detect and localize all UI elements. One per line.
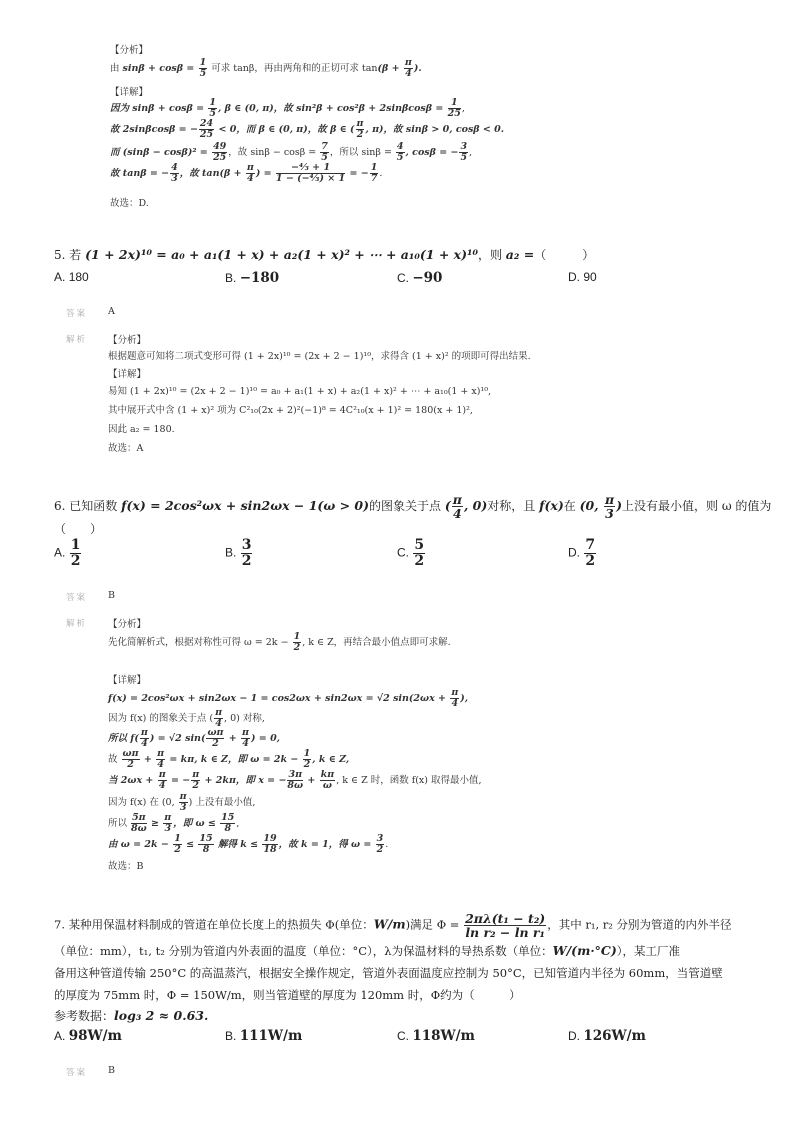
- q7-option-c: C. 118W/m: [397, 1028, 475, 1044]
- q6-detail-line-5: 当 2ωx + $\frac{\pi}{4}$ = − $\frac{\pi}{2}$ + 2kπ，即 x = − $\frac{3\pi}{8\omega}$ + $\frac{k\pi}{\omega}$ , k ∈ Z 时，函数 f(x) 取得最小值,: [108, 769, 482, 791]
- q5-analysis-tag: 【分析】: [108, 335, 147, 346]
- q5-detail-line-3: 因此 a₂ = 180.: [108, 424, 175, 435]
- q4-detail-line-1: 因为 sinβ + cosβ = $\frac{1}{5}$ , β ∈ (0, π)，故 sin²β + cos²β + 2sinβcosβ = $\frac{1}{25}$ ,: [110, 97, 465, 119]
- q5-analysis-label: 解析: [66, 334, 88, 344]
- q5-detail-tag: 【详解】: [108, 369, 147, 380]
- q6-detail-line-8: 由 ω = 2k − $\frac{1}{2}$ ≤ $\frac{15}{8}$ 解得 k ≤ $\frac{19}{18}$ ，故 k = 1，得 ω = $\frac{3}{2}$ .: [108, 833, 389, 855]
- q6-detail-line-3: 所以 f( $\frac{\pi}{4}$ ) = √2 sin( $\frac{\omega\pi}{2}$ + $\frac{\pi}{4}$ ) = 0,: [108, 727, 280, 749]
- q5-option-a: A. 180: [54, 270, 89, 284]
- q6-option-a: A. $\frac{1}{2}$: [54, 537, 81, 569]
- q5-option-b: B. −180: [225, 270, 280, 286]
- q4-detail-line-2: 故 2sinβcosβ = − $\frac{24}{25}$ < 0，而 β ∈ (0, π)，故 β ∈ ( $\frac{\pi}{2}$ , π)，故 sinβ > 0, cosβ < 0.: [110, 118, 505, 140]
- q7-answer: B: [108, 1065, 115, 1076]
- q7-stem-line-1: 7. 某种用保温材料制成的管道在单位长度上的热损失 Φ(单位：W/m)满足 Φ = $\frac{\text{2πλ(t₁ − t₂)}}{\text{ln r₂ − ln r₁}}$ ，其中 r₁, r₂ 分别为管道的内外半径: [54, 911, 732, 941]
- q6-analysis-tag: 【分析】: [108, 619, 147, 630]
- q6-detail-line-7: 所以 $\frac{5\pi}{8\omega}$ ≥ $\frac{\pi}{3}$ ，即 ω ≤ $\frac{15}{8}$ ,: [108, 812, 240, 834]
- q6-paren: （ ）: [54, 522, 103, 536]
- q4-analysis-line: 由 sinβ + cosβ = $\frac{1}{5}$ 可求 tanβ，再由两角和的正切可求 tan(β + $\frac{\pi}{4}$ ).: [110, 57, 422, 79]
- q6-answer: B: [108, 590, 115, 601]
- q6-conclusion: 故选：B: [108, 861, 144, 872]
- q5-answer-label: 答案: [66, 308, 88, 318]
- q4-detail-line-3: 而 (sinβ − cosβ)² = $\frac{49}{25}$ ，故 sinβ − cosβ = $\frac{7}{5}$ ，所以 sinβ = $\frac{4}{5}$ , cosβ = − $\frac{3}{5}$ ,: [110, 141, 473, 163]
- q6-detail-line-6: 因为 f(x) 在 (0, $\frac{\pi}{3}$ ) 上没有最小值,: [108, 791, 256, 813]
- q5-answer: A: [108, 306, 115, 317]
- q4-conclusion: 故选：D.: [110, 198, 149, 209]
- q6-detail-line-4: 故 $\frac{\omega\pi}{2}$ + $\frac{\pi}{4}$ = kπ, k ∈ Z，即 ω = 2k − $\frac{1}{2}$ , k ∈ Z,: [108, 748, 350, 770]
- q5-conclusion: 故选：A: [108, 443, 144, 454]
- q6-detail-line-2: 因为 f(x) 的图象关于点 ( $\frac{\pi}{4}$ , 0) 对称,: [108, 707, 265, 729]
- q6-detail-line-1: f(x) = 2cos²ωx + sin2ωx − 1 = cos2ωx + sin2ωx = √2 sin(2ωx + $\frac{\pi}{4}$ ),: [108, 687, 469, 709]
- q6-stem: 6. 已知函数 f(x) = 2cos²ωx + sin2ωx − 1(ω > 0)的图象关于点 ( $\frac{\pi}{4}$ , 0)对称，且 f(x)在 (0, $\frac{\pi}{3}$ )上没有最小值，则 ω 的值为: [54, 492, 772, 522]
- q4-analysis-tag: 【分析】: [110, 45, 149, 56]
- q7-answer-label: 答案: [66, 1067, 88, 1077]
- q7-stem-line-4: 的厚度为 75mm 时，Φ = 150W/m，则当管道壁的厚度为 120mm 时，Φ约为（ ）: [54, 988, 521, 1002]
- q4-detail-line-4: 故 tanβ = − $\frac{4}{3}$ ，故 tan(β + $\frac{\pi}{4}$ ) = $\frac{\text{−⁴⁄₃ + 1}}{\text{1 − (−⁴⁄₃) × 1}}$ = − $\frac{1}{7}$ .: [110, 162, 383, 184]
- q6-option-b: B. $\frac{3}{2}$: [225, 537, 252, 569]
- q5-detail-line-2: 其中展开式中含 (1 + x)² 项为 C²₁₀(2x + 2)²(−1)⁸ = 4C²₁₀(x + 1)² = 180(x + 1)²,: [108, 405, 473, 416]
- q6-analysis-line: 先化简解析式，根据对称性可得 ω = 2k − $\frac{1}{2}$ , k ∈ Z，再结合最小值点即可求解.: [108, 631, 451, 653]
- q5-stem: 5. 若 (1 + 2x)¹⁰ = a₀ + a₁(1 + x) + a₂(1 + x)² + ⋯ + a₁₀(1 + x)¹⁰，则 a₂ =（ ）: [54, 247, 595, 262]
- q5-analysis-line: 根据题意可知将二项式变形可得 (1 + 2x)¹⁰ = (2x + 2 − 1)¹⁰，求得含 (1 + x)² 的项即可得出结果.: [108, 351, 531, 362]
- q5-option-d: D. 90: [568, 270, 597, 284]
- q7-option-b: B. 111W/m: [225, 1028, 303, 1044]
- q6-option-d: D. $\frac{7}{2}$: [568, 537, 596, 569]
- q6-detail-tag: 【详解】: [108, 675, 147, 686]
- q7-reference-data: 参考数据：log₃ 2 ≈ 0.63.: [54, 1008, 209, 1023]
- q6-answer-label: 答案: [66, 592, 88, 602]
- q5-option-c: C. −90: [397, 270, 443, 286]
- q6-analysis-label: 解析: [66, 618, 88, 628]
- q4-detail-tag: 【详解】: [110, 87, 149, 98]
- q7-option-d: D. 126W/m: [568, 1028, 646, 1044]
- q5-detail-line-1: 易知 (1 + 2x)¹⁰ = (2x + 2 − 1)¹⁰ = a₀ + a₁(1 + x) + a₂(1 + x)² + ⋯ + a₁₀(1 + x)¹⁰,: [108, 386, 492, 397]
- q7-option-a: A. 98W/m: [54, 1028, 122, 1044]
- q7-stem-line-2: （单位：mm），t₁, t₂ 分别为管道内外表面的温度（单位：°C），λ为保温材料的导热系数（单位：W/(m·°C)），某工厂准: [54, 943, 681, 958]
- q6-option-c: C. $\frac{5}{2}$: [397, 537, 425, 569]
- q7-stem-line-3: 备用这种管道传输 250°C 的高温蒸汽，根据安全操作规定，管道外表面温度应控制为 50°C，已知管道内半径为 60mm，当管道壁: [54, 966, 723, 980]
